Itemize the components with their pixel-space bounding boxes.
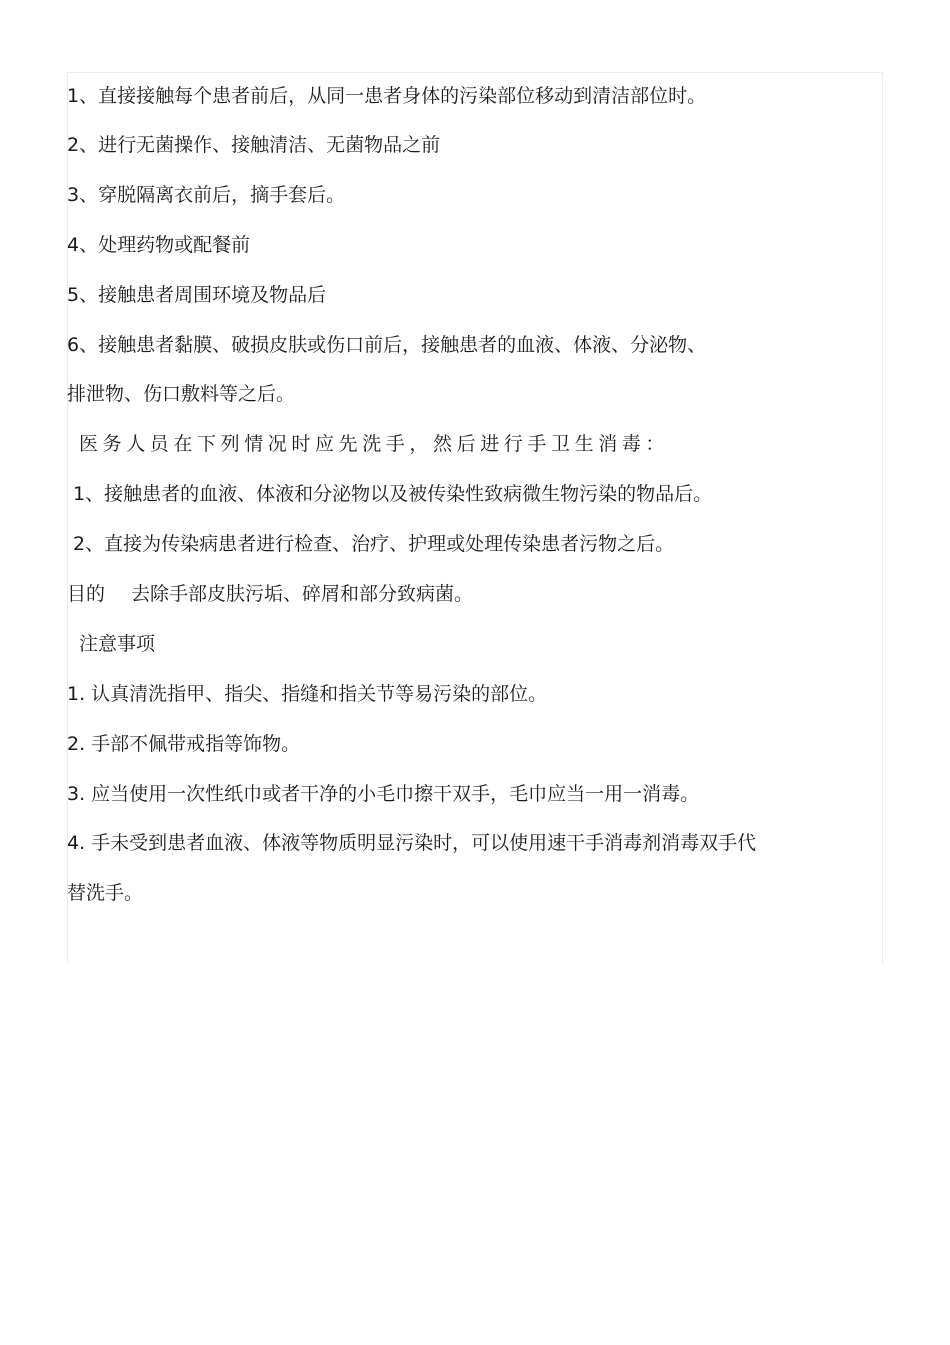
list-item: 4. 手未受到患者血液、体液等物质明显污染时，可以使用速干手消毒剂消毒双手代: [67, 832, 757, 854]
list-item-continuation: 排泄物、伤口敷料等之后。: [67, 383, 296, 405]
list-item: 2、直接为传染病患者进行检查、治疗、护理或处理传染患者污物之后。: [73, 533, 675, 555]
purpose-line: [67, 582, 473, 606]
list-item-continuation: 替洗手。: [67, 882, 144, 904]
list-item: 1、直接接触每个患者前后，从同一患者身体的污染部位移动到清洁部位时。: [67, 85, 707, 107]
section-heading-wash-first: 医务人员在下列情况时应先洗手，然后进行手卫生消毒：: [79, 433, 670, 455]
section-heading-notes: 注意事项: [79, 633, 156, 655]
list-item: 1、接触患者的血液、体液和分泌物以及被传染性致病微生物污染的物品后。: [73, 483, 713, 505]
purpose-label: 目的: [67, 583, 106, 605]
list-item: 2. 手部不佩带戒指等饰物。: [67, 733, 301, 755]
purpose-text: 去除手部皮肤污垢、碎屑和部分致病菌。: [131, 583, 474, 605]
list-item: 5、接触患者周围环境及物品后: [67, 284, 327, 306]
list-item: 3、穿脱隔离衣前后，摘手套后。: [67, 184, 346, 206]
list-item: 3. 应当使用一次性纸巾或者干净的小毛巾擦干双手，毛巾应当一用一消毒。: [67, 783, 700, 805]
list-item: 6、接触患者黏膜、破损皮肤或伤口前后，接触患者的血液、体液、分泌物、: [67, 334, 707, 356]
list-item: 2、进行无菌操作、接触清洁、无菌物品之前: [67, 134, 441, 156]
list-item: 1. 认真清洗指甲、指尖、指缝和指关节等易污染的部位。: [67, 683, 548, 705]
list-item: 4、处理药物或配餐前: [67, 234, 251, 256]
